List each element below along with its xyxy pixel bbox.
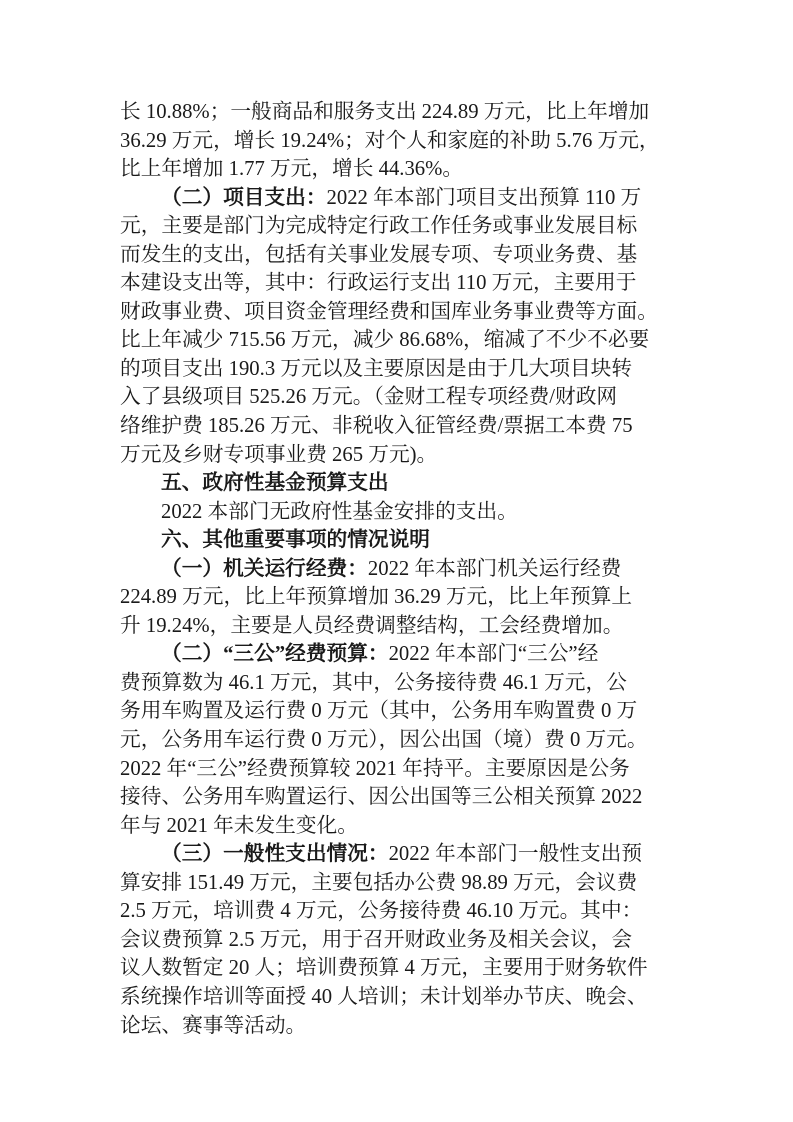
line-text: 入了县级项目 525.26 万元。（金财工程专项经费/财政网 xyxy=(120,386,618,409)
text-line xyxy=(120,812,690,841)
line-text: 比上年增加 1.77 万元，增长 44.36%。 xyxy=(120,158,464,181)
text-line xyxy=(120,612,690,641)
text-line xyxy=(120,926,690,955)
line-text: 长 10.88%；一般商品和服务支出 224.89 万元，比上年增加 xyxy=(120,101,650,123)
text-line xyxy=(120,1012,690,1041)
text-line xyxy=(120,897,690,926)
text-line xyxy=(120,555,690,584)
text-line xyxy=(120,241,690,270)
text-line xyxy=(120,783,690,812)
text-line xyxy=(120,326,690,355)
line-text: 财政事业费、项目资金管理经费和国库业务事业费等方面。 xyxy=(120,300,658,323)
line-text: 算安排 151.49 万元，主要包括办公费 98.89 万元，会议费 xyxy=(120,871,638,894)
document-body xyxy=(120,98,690,1040)
line-text: 本建设支出等，其中：行政运行支出 110 万元，主要用于 xyxy=(120,272,637,295)
bold-lead: （二）项目支出： xyxy=(161,186,327,209)
text-line xyxy=(120,697,690,726)
line-text: 36.29 万元，增长 19.24%；对个人和家庭的补助 5.76 万元， xyxy=(120,129,660,152)
text-line xyxy=(120,98,690,127)
line-text: 费预算数为 46.1 万元，其中，公务接待费 46.1 万元，公 xyxy=(120,671,627,694)
section-heading xyxy=(120,469,690,498)
line-text: 接待、公务用车购置运行、因公出国等三公相关预算 2022 xyxy=(120,786,643,809)
text-line xyxy=(120,840,690,869)
line-text: 而发生的支出，包括有关事业发展专项、专项业务费、基 xyxy=(120,243,638,266)
line-text: 2022 年本部门“三公”经 xyxy=(388,643,599,666)
line-text: 会议费预算 2.5 万元，用于召开财政业务及相关会议，会 xyxy=(120,928,633,951)
text-line xyxy=(120,298,690,327)
bold-lead: （二）“三公”经费预算： xyxy=(161,643,389,666)
line-text: 元，公务用车运行费 0 万元），因公出国（境）费 0 万元。 xyxy=(120,729,648,752)
text-line xyxy=(120,954,690,983)
line-text: 务用车购置及运行费 0 万元（其中，公务用车购置费 0 万 xyxy=(120,700,638,723)
text-line xyxy=(120,212,690,241)
bold-lead: 六、其他重要事项的情况说明 xyxy=(161,529,430,552)
text-line xyxy=(120,869,690,898)
text-line xyxy=(120,983,690,1012)
line-text: 络维护费 185.26 万元、非税收入征管经费/票据工本费 75 xyxy=(120,415,633,438)
line-text: 2022 本部门无政府性基金安排的支出。 xyxy=(161,500,518,523)
text-line xyxy=(120,383,690,412)
line-text: 2022 年本部门机关运行经费 xyxy=(367,557,622,580)
line-text: 2022 年“三公”经费预算较 2021 年持平。主要原因是公务 xyxy=(120,757,630,780)
text-line xyxy=(120,669,690,698)
text-line xyxy=(120,640,690,669)
line-text: 升 19.24%，主要是人员经费调整结构，工会经费增加。 xyxy=(120,614,624,637)
text-line xyxy=(120,726,690,755)
bold-lead: （三）一般性支出情况： xyxy=(161,843,389,866)
line-text: 的项目支出 190.3 万元以及主要原因是由于几大项目块转 xyxy=(120,357,633,380)
text-line xyxy=(120,269,690,298)
text-line xyxy=(120,583,690,612)
line-text: 万元及乡财专项事业费 265 万元)。 xyxy=(120,443,438,466)
line-text: 2.5 万元，培训费 4 万元，公务接待费 46.10 万元。其中： xyxy=(120,900,643,923)
line-text: 论坛、赛事等活动。 xyxy=(120,1014,307,1037)
text-line xyxy=(120,441,690,470)
section-heading xyxy=(120,526,690,555)
bold-lead: 五、政府性基金预算支出 xyxy=(161,472,389,495)
line-text: 系统操作培训等面授 40 人培训；未计划举办节庆、晚会、 xyxy=(120,985,648,1008)
text-line xyxy=(120,412,690,441)
text-line xyxy=(120,127,690,156)
line-text: 比上年减少 715.56 万元，减少 86.68%，缩减了不少不必要 xyxy=(120,329,650,352)
line-text: 年与 2021 年未发生变化。 xyxy=(120,814,358,837)
line-text: 2022 年本部门一般性支出预 xyxy=(388,843,643,866)
bold-lead: （一）机关运行经费： xyxy=(161,557,368,580)
text-line xyxy=(120,184,690,213)
text-line xyxy=(120,155,690,184)
line-text: 元，主要是部门为完成特定行政工作任务或事业发展目标 xyxy=(120,215,638,238)
text-line xyxy=(120,755,690,784)
line-text: 224.89 万元，比上年预算增加 36.29 万元，比上年预算上 xyxy=(120,586,633,609)
line-text: 2022 年本部门项目支出预算 110 万 xyxy=(326,186,642,209)
text-line xyxy=(120,498,690,527)
text-line xyxy=(120,355,690,384)
line-text: 议人数暂定 20 人；培训费预算 4 万元，主要用于财务软件 xyxy=(120,957,648,980)
